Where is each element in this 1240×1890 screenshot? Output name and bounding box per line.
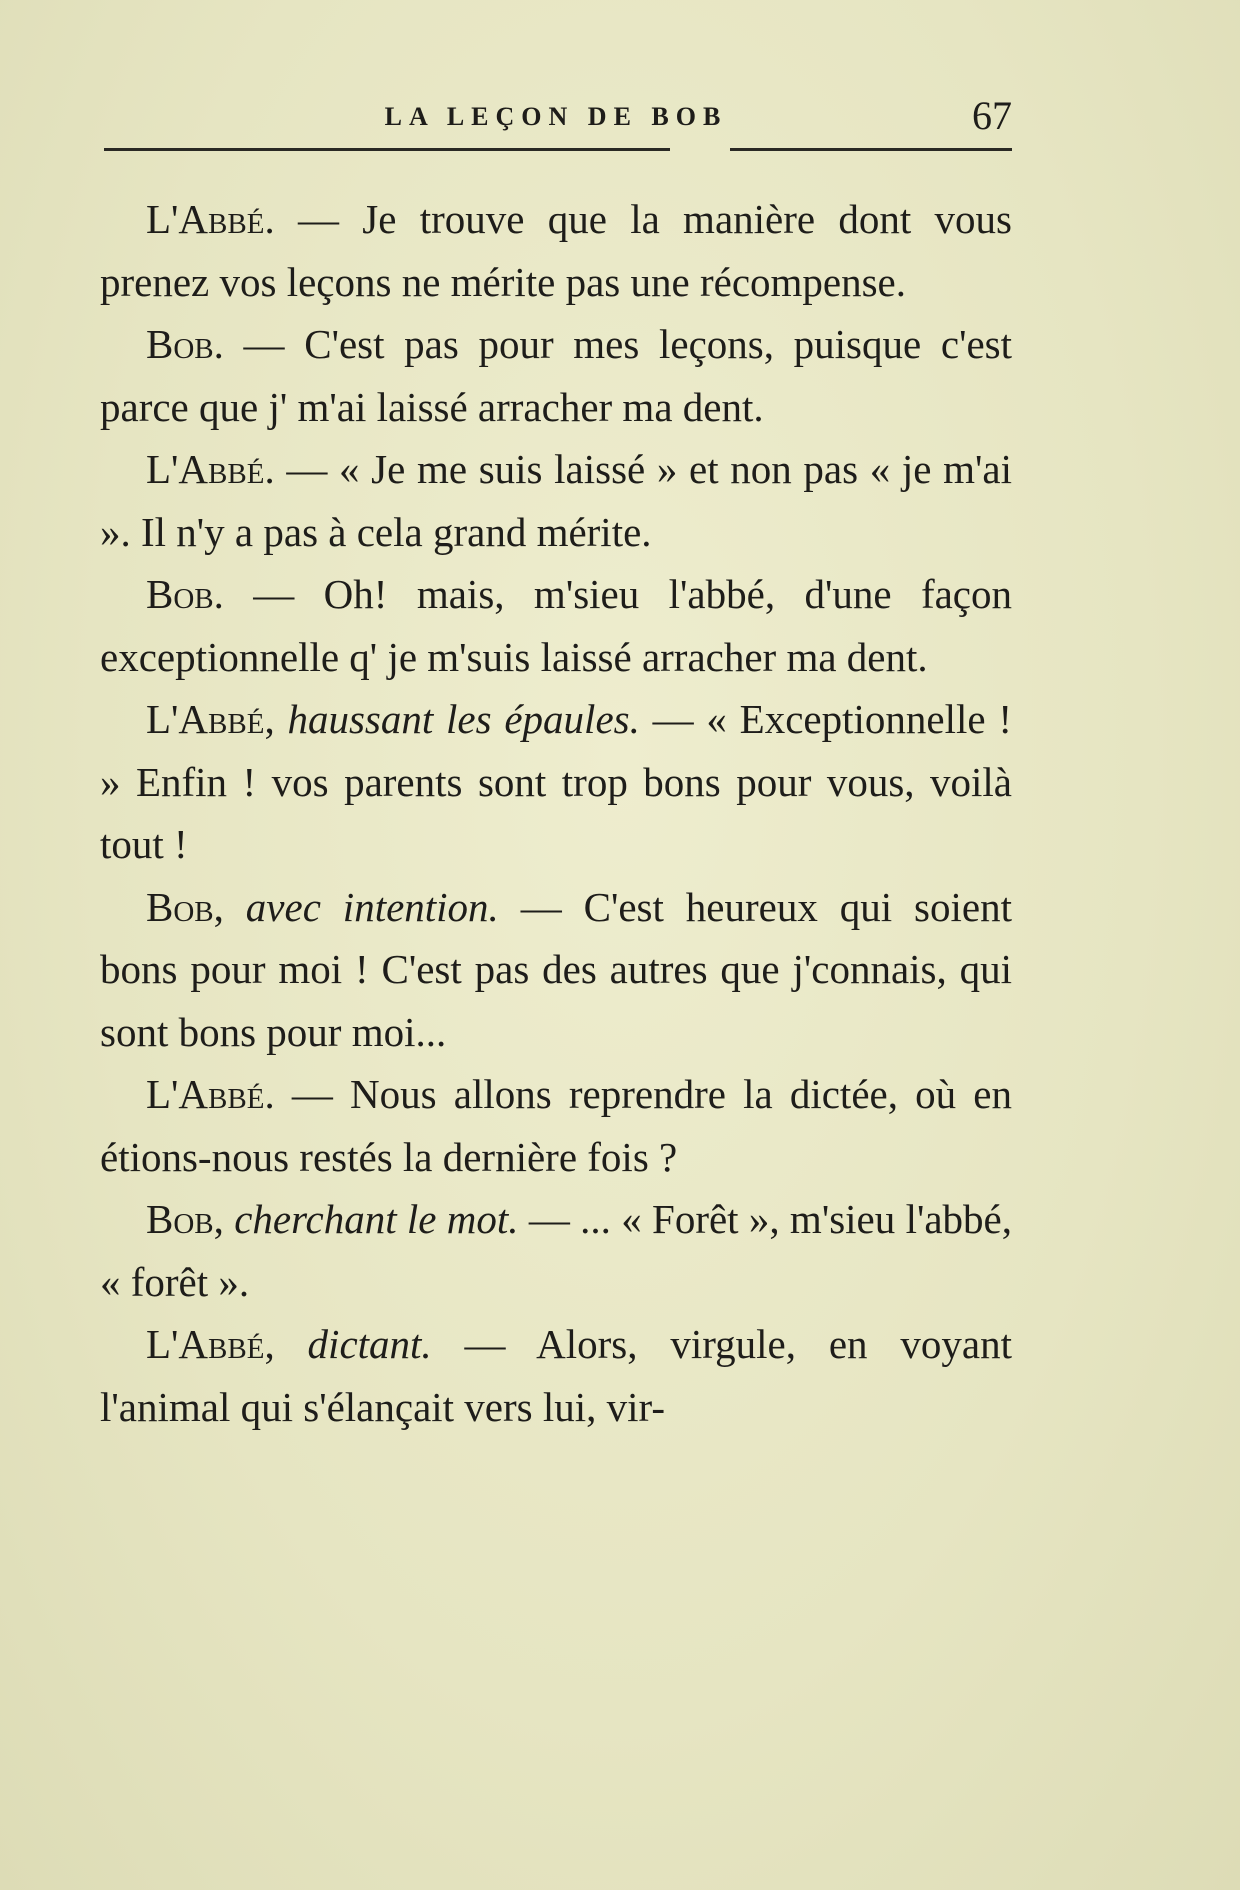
speaker-name: Bob, xyxy=(146,883,224,930)
dialogue-text: — Alors, virgule, en voyant l'animal qui s'élançait vers lui, vir- xyxy=(100,1321,1012,1430)
page-header xyxy=(100,92,1012,142)
speaker-name: L'Abbé, xyxy=(146,696,275,742)
speaker-name: Bob. xyxy=(146,571,224,617)
dialogue-text: — Oh! mais, m'sieu l'abbé, d'une façon exceptionnelle q' je m'suis laissé arracher ma dent. xyxy=(100,571,1012,680)
dialogue-paragraph xyxy=(100,313,1012,438)
dialogue-paragraph xyxy=(100,1313,1012,1438)
dialogue-paragraph xyxy=(100,438,1012,563)
header-rule-right xyxy=(730,148,1012,151)
stage-direction: haussant les épaules. xyxy=(274,696,640,742)
dialogue-paragraph xyxy=(100,876,1012,1064)
stage-direction: dictant. xyxy=(274,1321,432,1367)
page-number: 67 xyxy=(972,93,1012,138)
stage-direction: avec intention. xyxy=(223,883,499,930)
dialogue-text: — « Exceptionnelle ! » Enfin ! vos parents sont trop bons pour vous, voilà tout ! xyxy=(100,696,1012,867)
speaker-name: L'Abbé. xyxy=(146,1071,275,1117)
dialogue-paragraph xyxy=(100,1063,1012,1188)
speaker-name: L'Abbé, xyxy=(146,1321,275,1367)
dialogue-text: — Je trouve que la manière dont vous prenez vos leçons ne mérite pas une récompense. xyxy=(100,196,1012,305)
header-rule-left xyxy=(104,148,670,151)
running-title: LA LEÇON DE BOB xyxy=(384,102,728,131)
body-text xyxy=(100,188,1012,1438)
dialogue-text: — C'est pas pour mes leçons, puisque c'est parce que j' m'ai laissé arracher ma dent. xyxy=(100,321,1012,430)
speaker-name: L'Abbé. xyxy=(146,446,275,492)
dialogue-paragraph xyxy=(100,563,1012,688)
dialogue-text: — « Je me suis laissé » et non pas « je m'ai ». Il n'y a pas à cela grand mérite. xyxy=(100,446,1012,555)
speaker-name: Bob, xyxy=(146,1196,224,1242)
stage-direction: cherchant le mot. xyxy=(223,1196,519,1242)
dialogue-paragraph xyxy=(100,688,1012,876)
dialogue-paragraph xyxy=(100,188,1012,313)
dialogue-paragraph xyxy=(100,1188,1012,1313)
speaker-name: L'Abbé. xyxy=(146,196,275,242)
dialogue-text: — Nous allons reprendre la dictée, où en étions-nous restés la dernière fois ? xyxy=(100,1071,1012,1180)
speaker-name: Bob. xyxy=(146,321,224,367)
dialogue-text: — C'est heureux qui soient bons pour moi ! C'est pas des autres que j'connais, qui sont bons pour moi... xyxy=(100,883,1012,1055)
dialogue-text: — ... « Forêt », m'sieu l'abbé, « forêt ». xyxy=(100,1196,1012,1305)
